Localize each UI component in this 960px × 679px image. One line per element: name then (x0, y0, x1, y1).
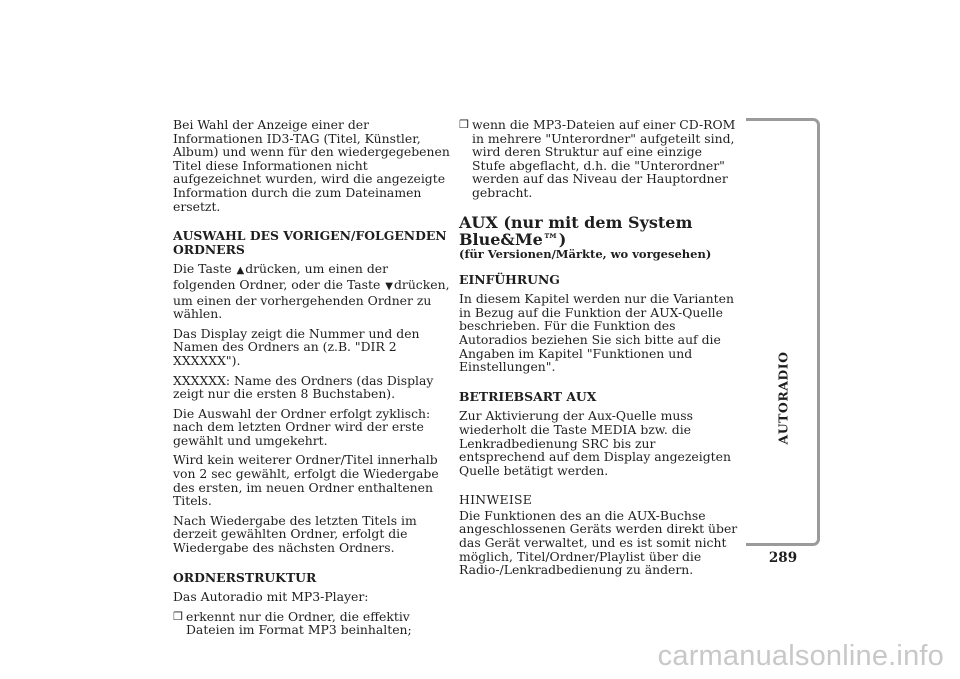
folder-name-paragraph: XXXXXX: Name des Ordners (das Display zeigt nur die ersten 8 Buchstaben). (173, 372, 434, 402)
heading-folder-select: AUSWAHL DES VORIGEN/FOLGENDEN ORDNERS (173, 228, 447, 257)
section-subtitle: (für Versionen/Märkte, wo vorgesehen) (459, 246, 712, 261)
watermark: carmanualsonline.info (657, 640, 944, 672)
heading-notes: HINWEISE (459, 492, 533, 508)
display-info-paragraph: Das Display zeigt die Nummer und den Namen des Ordners an (z.B. "DIR 2 XXXXXX"). (173, 325, 420, 368)
after-last-paragraph: Nach Wiedergabe des letzten Titels im derzeit gewählten Ordner, erfolgt die Wiedergabe des nächsten Ordners. (173, 512, 417, 556)
key-text-1: Die Taste (173, 261, 232, 277)
cyclic-paragraph: Die Auswahl der Ordner erfolgt zyklisch: nach dem letzten Ordner wird der erste gewählt und umgekehrt. (173, 405, 431, 448)
checkbox-icon: ❒ (459, 118, 469, 131)
introduction-paragraph: In diesem Kapitel werden nur die Varianten in Bezug auf die Funktion der AUX-Quelle beschrieben. Für die Funktion des Autoradios beziehen Sie sich bitte auf die Angaben im Kapitel "Funktionen und Einstellungen". (459, 291, 734, 375)
no-folder-paragraph: Wird kein weiterer Ordner/Titel innerhalb von 2 sec gewählt, erfolgt die Wiedergabe des ersten, im neuen Ordner enthaltenen Titels. (173, 452, 439, 509)
list-item (173, 610, 450, 637)
left-column (173, 118, 450, 643)
bullet-text: erkennt nur die Ordner, die effektiv Dateien im Format MP3 beinhalten; (186, 608, 412, 638)
heading-mode: BETRIEBSART AUX (459, 388, 597, 404)
side-tab-frame (746, 118, 820, 546)
section-title: AUX (nur mit dem System Blue&Me™) (459, 212, 693, 249)
structure-intro: Das Autoradio mit MP3-Player: (173, 589, 369, 605)
intro-paragraph: Bei Wahl der Anzeige einer der Informationen ID3-TAG (Titel, Künstler, Album) und wenn für den wiedergegebenen Titel diese Informationen nicht aufgezeichnet wurden, wird die angezeigte Information durch die zum Dateinamen ersetzt. (173, 117, 450, 214)
key-instruction-paragraph (173, 262, 450, 320)
notes-paragraph: Die Funktionen des an die AUX-Buchse angeschlossenen Geräts werden direkt über das Gerät verwaltet, und es ist somit nicht möglich, Titel/Ordner/Playlist über die Radio-/Lenkradbedienung zu ändern. (459, 507, 738, 578)
heading-introduction: EINFÜHRUNG (459, 271, 560, 287)
key-text-3: drücken, um einen der vorhergehenden Ordner zu wählen. (173, 276, 450, 322)
key-text-2: drücken, um einen der folgenden Ordner, oder die Taste (173, 261, 389, 292)
right-column (459, 118, 739, 583)
arrow-down-icon: ▼ (385, 280, 393, 292)
arrow-up-icon: ▲ (236, 265, 245, 277)
heading-structure: ORDNERSTRUKTUR (173, 569, 317, 585)
side-tab-label (770, 338, 796, 458)
page-number: 289 (768, 550, 798, 566)
side-tab-text: AUTORADIO (775, 351, 791, 445)
mode-paragraph: Zur Aktivierung der Aux-Quelle muss wiederholt die Taste MEDIA bzw. die Lenkradbedienung SRC bis zur entsprechend auf dem Display angezeigten Quelle betätigt werden. (459, 408, 731, 478)
list-item (459, 118, 739, 200)
bullet-text: wenn die MP3-Dateien auf einer CD-ROM in mehrere "Unterordner" aufgeteilt sind, wird deren Struktur auf eine einzige Stufe abgeflacht, d.h. die "Unterordner" werden auf das Niveau der Hauptordner gebracht. (472, 117, 736, 200)
checkbox-icon: ❒ (173, 609, 183, 623)
